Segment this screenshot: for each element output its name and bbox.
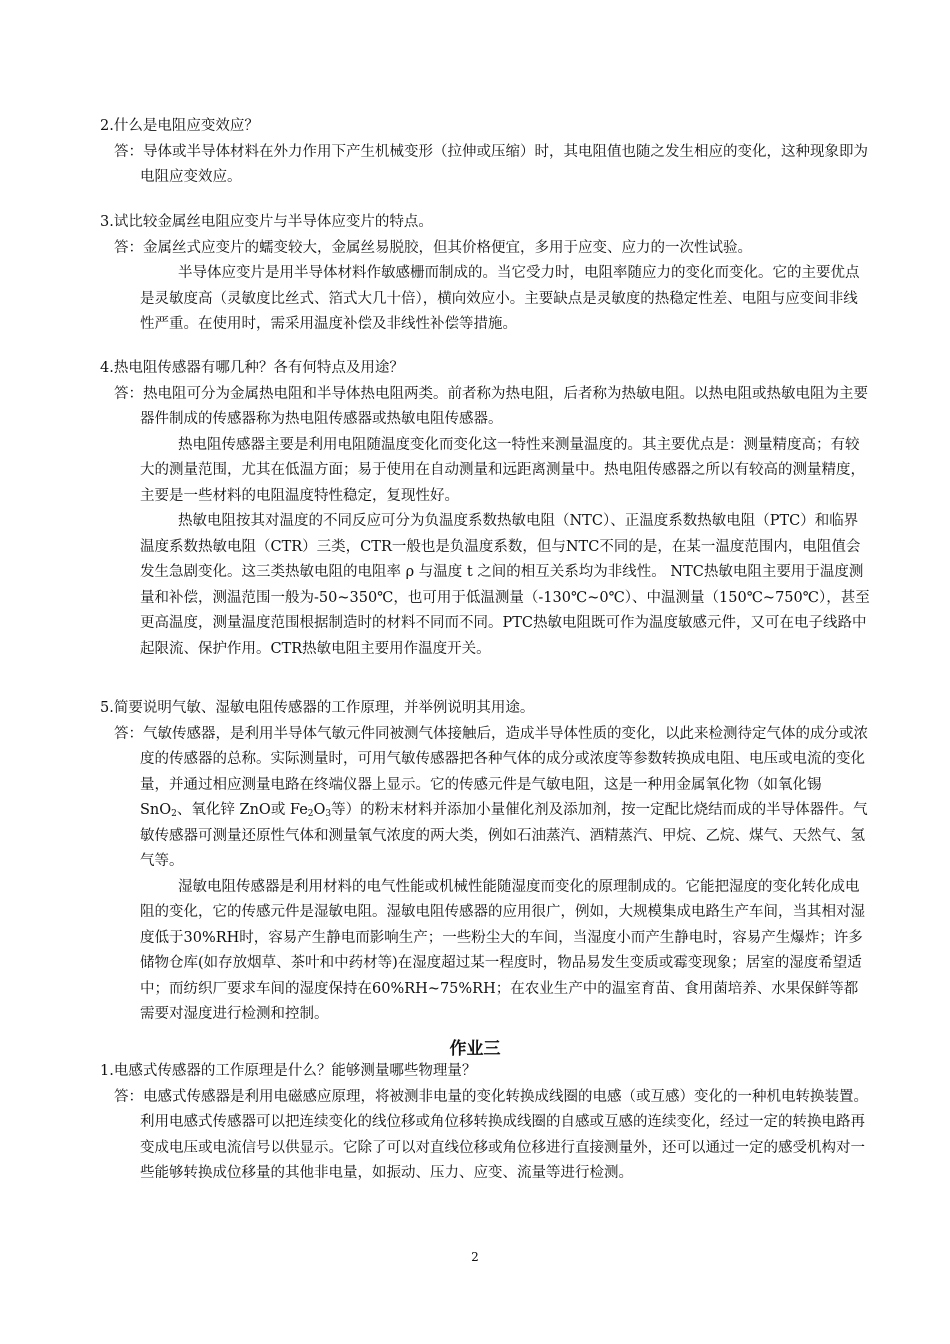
answer-paragraph: 半导体应变片是用半导体材料作敏感栅而制成的。当它受力时，电阻率随应力的变化而变化。它的主要优点是灵敏度高（灵敏度比丝式、箔式大几十倍），横向效应小。主要缺点是灵敏度的热稳定性差、电阻与应变间非线性严重。在使用时，需采用温度补偿及非线性补偿等措施。 <box>140 265 860 332</box>
answer-text-part: 答：气敏传感器，是利用半导体气敏元件同被测气体接触后，造成半导体性质的变化，以此来检测待定气体的成分或浓度的传感器的总称。实际测量时，可用气敏传感器把各种气体的成分或浓度等参数转换成电阻、电压或电流的变化量，并通过相应测量电路在终端仪器上显示。它的传感元件是气敏电阻，这是一种用金属氧化物（如氧化锡 SnO <box>114 725 868 818</box>
question-block-3 <box>100 210 870 338</box>
answer-text: 答：导体或半导体材料在外力作用下产生机械变形（拉伸或压缩）时，其电阻值也随之发生相应的变化，这种现象即为电阻应变效应。 <box>114 143 868 185</box>
subscript: 3 <box>325 809 332 819</box>
subscript: 2 <box>171 809 177 819</box>
question-text: 4.热电阻传感器有哪几种？各有何特点及用途？ <box>100 360 404 376</box>
question-block-hw3-1 <box>100 1059 870 1187</box>
question-block-4 <box>100 356 870 662</box>
answer-text: 答：热电阻可分为金属热电阻和半导体热电阻两类。前者称为热电阻，后者称为热敏电阻。以热电阻或热敏电阻为主要器件制成的传感器称为热电阻传感器或热敏电阻传感器。 <box>114 385 868 427</box>
answer-text-part: 等）的粉末材料并添加小量催化剂及添加剂，按一定配比烧结而成的半导体器件。气敏传感器可测量还原性气体和测量氧气浓度的两大类，例如石油蒸汽、酒精蒸汽、甲烷、乙烷、煤气、天然气、氢气等。 <box>140 802 868 869</box>
question-text: 5.简要说明气敏、湿敏电阻传感器的工作原理，并举例说明其用途。 <box>100 700 535 716</box>
answer-paragraph: 热电阻传感器主要是利用电阻随温度变化而变化这一特性来测量温度的。其主要优点是：测量精度高；有较大的测量范围，尤其在低温方面；易于使用在自动测量和远距离测量中。热电阻传感器之所以有较高的测量精度，主要是一些材料的电阻温度特性稳定，复现性好。 <box>140 436 865 504</box>
answer-text <box>114 722 870 875</box>
question-block-5 <box>100 696 870 1028</box>
question-block-2 <box>100 114 870 191</box>
answer-text-part: O <box>313 802 326 818</box>
section-title: 作业三 <box>449 1039 501 1059</box>
subscript: 2 <box>307 809 314 819</box>
question-text: 2.什么是电阻应变效应？ <box>100 118 259 134</box>
question-text: 3.试比较金属丝电阻应变片与半导体应变片的特点。 <box>100 214 433 230</box>
page-number: 2 <box>471 1250 479 1264</box>
answer-text: 答：金属丝式应变片的蠕变较大，金属丝易脱胶，但其价格便宜，多用于应变、应力的一次性试验。 <box>114 239 752 256</box>
answer-text: 答：电感式传感器是利用电磁感应原理，将被测非电量的变化转换成线圈的电感（或互感）变化的一种机电转换装置。利用电感式传感器可以把连续变化的线位移或角位移转换成线圈的自感或互感的连续变化，经过一定的转换电路再变成电压或电流信号以供显示。它除了可以对直线位移或角位移进行直接测量外，还可以通过一定的感受机构对一些能够转换成位移量的其他非电量，如振动、压力、应变、流量等进行检测。 <box>114 1088 868 1181</box>
answer-paragraph: 热敏电阻按其对温度的不同反应可分为负温度系数热敏电阻（NTC）、正温度系数热敏电阻（PTC）和临界温度系数热敏电阻（CTR）三类，CTR一般也是负温度系数，但与NTC不同的是，在某一温度范围内，电阻值会发生急剧变化。这三类热敏电阻的电阻率 ρ 与温度 t 之间的相互关系均为非线性。 NTC热敏电阻主要用于温度测量和补偿，测温范围一般为-50~350℃，也可用于低温测量（-130℃~0℃）、中温测量（150℃~750℃），甚至更高温度，测量温度范围根据制造时的材料不同而不同。PTC热敏电阻既可作为温度敏感元件，又可在电子线路中起限流、保护作用。CTR热敏电阻主要用作温度开关。 <box>140 513 870 657</box>
answer-text-part: 、氧化锌 ZnO或 Fe <box>176 802 308 818</box>
answer-paragraph: 湿敏电阻传感器是利用材料的电气性能或机械性能随湿度而变化的原理制成的。它能把湿度的变化转化成电阻的变化，它的传感元件是湿敏电阻。湿敏电阻传感器的应用很广，例如，大规模集成电路生产车间，当其相对湿度低于30%RH时，容易产生静电而影响生产；一些粉尘大的车间，当湿度小而产生静电时，容易产生爆炸；许多储物仓库(如存放烟草、茶叶和中药材等)在湿度超过某一程度时，物品易发生变质或霉变现象；居室的湿度希望适中；而纺织厂要求车间的湿度保持在60%RH~75%RH；在农业生产中的温室育苗、食用菌培养、水果保鲜等都需要对湿度进行检测和控制。 <box>140 878 865 1022</box>
question-text: 1.电感式传感器的工作原理是什么？能够测量哪些物理量？ <box>100 1063 477 1079</box>
